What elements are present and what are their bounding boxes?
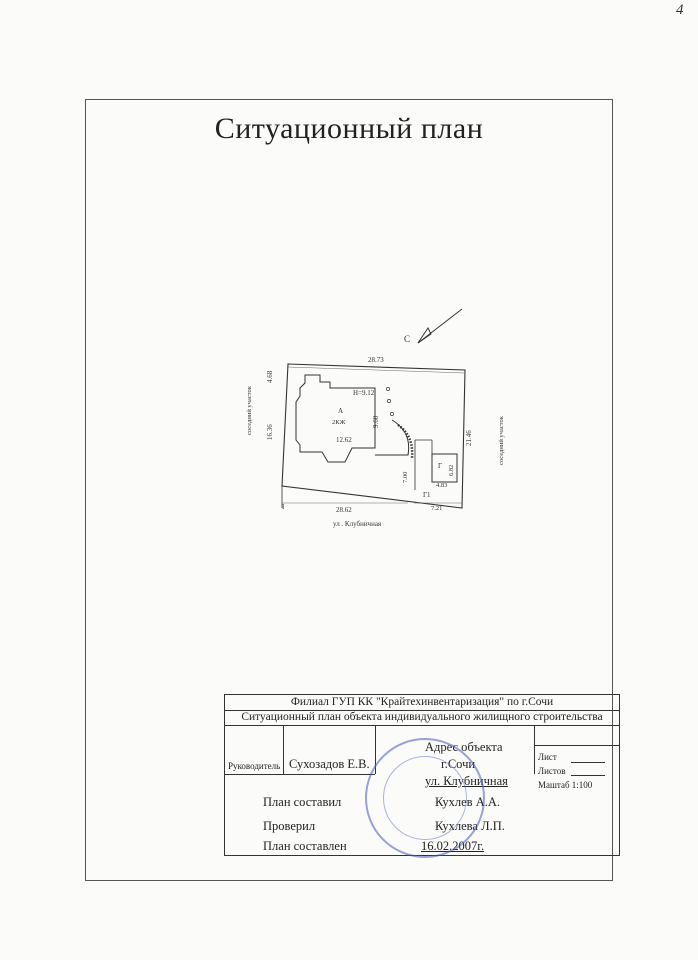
house-letter: А bbox=[338, 407, 344, 415]
outbuilding-g-width: 4.83 bbox=[436, 482, 448, 489]
scale-label: Маштаб 1:100 bbox=[538, 780, 593, 790]
sheets-label: Листов bbox=[538, 766, 566, 776]
right-dim: 21.46 bbox=[465, 430, 473, 446]
post-marker bbox=[387, 399, 390, 402]
org-name: Филиал ГУП КК "Крайтехинвентаризация" по г.Сочи bbox=[225, 695, 619, 711]
sheets-field bbox=[571, 775, 605, 776]
address-street: ул. Клубничная bbox=[425, 774, 508, 788]
terrace-curve bbox=[375, 420, 409, 455]
outbuilding-g1-label: Г1 bbox=[423, 491, 431, 499]
house-floors: 2КЖ bbox=[332, 419, 346, 426]
outbuilding-g1-width: 7.21 bbox=[431, 505, 443, 512]
official-seal bbox=[365, 738, 485, 858]
address-city: г.Сочи bbox=[441, 757, 476, 771]
sheet-field bbox=[571, 762, 605, 763]
corner-label: I bbox=[282, 503, 285, 511]
stairs-curve bbox=[398, 425, 412, 458]
divider bbox=[225, 774, 375, 775]
seal-inner-ring bbox=[383, 756, 467, 840]
house-depth: 9.60 bbox=[372, 415, 380, 428]
bottom-dim: 28.62 bbox=[336, 506, 352, 514]
outbuilding-g-label: Г bbox=[438, 462, 443, 470]
date-label: План составлен bbox=[263, 839, 347, 853]
divider bbox=[534, 745, 620, 746]
left-dim: 16.36 bbox=[266, 424, 274, 440]
post-marker bbox=[390, 412, 393, 415]
page-title: Ситуационный план bbox=[214, 112, 484, 145]
document-title: Ситуационный план объекта индивидуального жилищного строительства bbox=[225, 710, 619, 726]
left-neighbor-label: соседний участок bbox=[246, 386, 253, 435]
date-value: 16.02.2007г. bbox=[421, 839, 485, 853]
checked-name: Кухлева Л.П. bbox=[435, 819, 505, 833]
head-name: Сухозадов Е.В. bbox=[289, 757, 370, 771]
top-dim: 28.73 bbox=[368, 356, 384, 364]
right-neighbor-label: соседний участок bbox=[498, 416, 505, 465]
outbuilding-g-height: 6.82 bbox=[448, 464, 455, 476]
sheet-label: Лист bbox=[538, 752, 557, 762]
left-dim-top: 4.68 bbox=[266, 370, 274, 383]
composed-name: Кухлев А.А. bbox=[435, 795, 501, 809]
divider bbox=[283, 725, 284, 774]
checked-label: Проверил bbox=[263, 819, 316, 833]
house-width: 12.62 bbox=[336, 436, 352, 444]
house-height: Н=9.12 bbox=[353, 389, 375, 397]
divider bbox=[534, 725, 535, 774]
post-marker bbox=[386, 387, 389, 390]
page-number: 4 bbox=[676, 2, 684, 18]
top-dim-line bbox=[288, 367, 465, 373]
address-label: Адрес объекта bbox=[425, 740, 503, 754]
street-label: ул . Клубничная bbox=[333, 520, 382, 528]
composed-label: План составил bbox=[263, 795, 342, 809]
head-label: Руководитель bbox=[228, 761, 281, 771]
north-label: С bbox=[404, 334, 411, 344]
outbuilding-g-depth: 7.00 bbox=[402, 471, 409, 483]
north-arrow-head bbox=[418, 328, 431, 343]
